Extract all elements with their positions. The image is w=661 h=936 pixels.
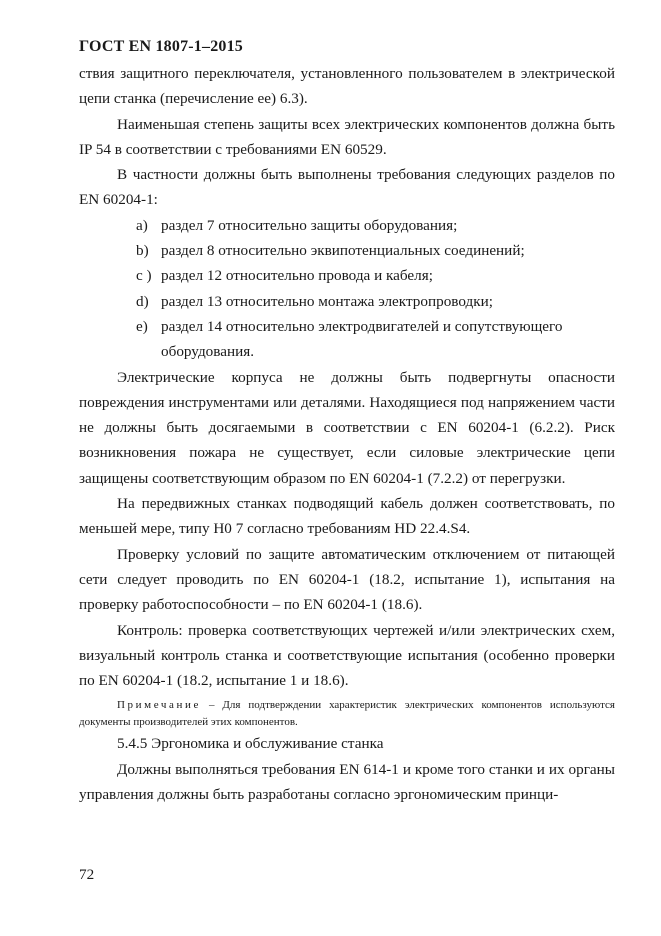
list-item [79, 263, 615, 288]
section-heading [79, 731, 615, 756]
note [79, 697, 615, 731]
list-marker: a) [136, 216, 148, 234]
page-body [79, 61, 615, 807]
list-marker: b) [136, 242, 149, 260]
standard-header: ГОСТ EN 1807-1–2015 [79, 38, 244, 55]
paragraph-requirements-intro: В частности должны быть выполнены требования следующих разделов по EN 60204-1: [79, 166, 615, 209]
list-marker: e) [136, 317, 148, 335]
list-item [79, 213, 615, 238]
paragraph-protection-degree: Наименьшая степень защиты всех электрических компонентов должна быть IP 54 в соответствии с требованиями EN 60529. [79, 115, 615, 158]
list-marker: c ) [136, 267, 152, 285]
list-item-text: раздел 7 относительно защиты оборудования; [161, 216, 458, 234]
paragraph-ergonomics: Должны выполняться требования EN 614-1 и кроме того станки и их органы управления должны быть разработаны согласно эргономическим принци- [79, 760, 615, 804]
list-item [79, 289, 615, 314]
note-text: – Для подтверждении характеристик электрических компонентов используются документы производителей этих компонентов. [79, 699, 615, 729]
page-number: 72 [79, 866, 95, 883]
list-item [79, 314, 615, 339]
paragraph-continuation: ствия защитного переключателя, установленного пользователем в электрической цепи станка (перечисление ее) 6.3). [79, 65, 615, 108]
list-item [79, 238, 615, 263]
note-label: Примечание [117, 699, 201, 712]
list-item-text: раздел 13 относительно монтажа электропроводки; [161, 292, 493, 310]
paragraph-enclosures: Электрические корпуса не должны быть подвергнуты опасности повреждения инструментами или деталями. Находящиеся под напряжением части не должны быть досягаемыми в соответствии с EN 60204-1 (6.2.2). Риск возникновения пожара не существует, если силовые электрические цепи защищены соответствующим образом по EN 60204-1 (7.2.2) от перегрузки. [79, 368, 615, 487]
requirements-list [79, 213, 615, 365]
list-item-continuation: оборудования. [161, 343, 255, 361]
list-item-text: раздел 12 относительно провода и кабеля; [161, 267, 433, 285]
section-title: Эргономика и обслуживание станка [151, 735, 384, 753]
paragraph-mobile-cable: На передвижных станках подводящий кабель должен соответствовать, по меньшей мере, типу H0 7 согласно требованиям HD 22.4.S4. [79, 495, 615, 538]
list-item-text: раздел 8 относительно эквипотенциальных соединений; [161, 242, 525, 260]
paragraph-control: Контроль: проверка соответствующих чертежей и/или электрических схем, визуальный контроль станка и соответствующие испытания (особенно проверки по EN 60204-1 (18.2, испытание 1 и 18.6). [79, 621, 615, 690]
list-item-text: раздел 14 относительно электродвигателей и сопутствующего [161, 317, 563, 335]
paragraph-verification: Проверку условий по защите автоматическим отключением от питающей сети следует проводить по EN 60204-1 (18.2, испытание 1), испытания на проверку работоспособности – по EN 60204-1 (18.6). [79, 545, 615, 614]
section-number: 5.4.5 [117, 735, 148, 753]
list-marker: d) [136, 292, 149, 310]
